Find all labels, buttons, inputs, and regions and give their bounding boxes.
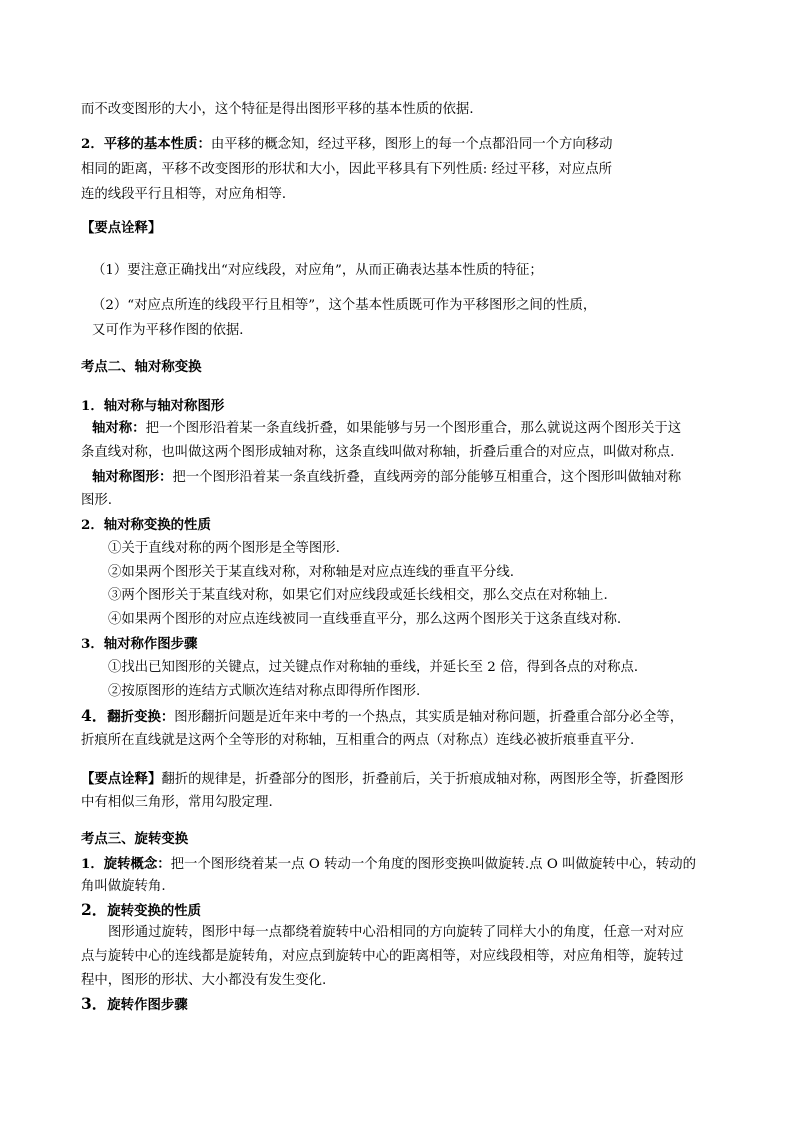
paragraph-line: 而不改变图形的大小，这个特征是得出图形平移的基本性质的依据． [81,102,483,117]
list-item: ①找出已知图形的关键点，过关键点作对称轴的垂线，并延长至 2 倍，得到各点的对称点． [108,660,648,675]
key-point-item: （2）“对应点所连的线段平行且相等”，这个基本性质既可作为平移图形之间的性质， [92,298,597,313]
term: 轴对称： [92,420,146,436]
definition-text: 把一个图形沿着某一条直线折叠，直线两旁的部分能够互相重合，这个图形叫做轴对称 [172,470,682,485]
key-point-heading: 【要点诠释】 [81,220,162,236]
section-title: 平移的基本性质： [103,136,211,152]
section-number: 2． [81,136,104,152]
key-point-item: （1）要注意正确找出“对应线段，对应角”，从而正确表达基本性质的特征； [92,263,543,278]
topic-heading: 考点二、轴对称变换 [81,359,202,375]
topic-heading: 考点三、旋转变换 [81,831,189,847]
definition-line [81,854,696,875]
section-number: 4． [81,706,108,725]
paragraph-line: 折痕所在直线就是这两个全等形的对称轴，互相重合的两点（对称点）连线必被折痕垂直平分. [81,733,635,748]
list-item: ①关于直线对称的两个图形是全等图形. [108,541,340,556]
paragraph-line: 连的线段平行且相等，对应角相等． [81,187,296,202]
key-point-line [81,769,684,790]
section-title: 翻折变换： [107,709,175,725]
definition-line [92,418,681,439]
section-number: 3． [81,994,108,1013]
key-point-heading: 【要点诠释】 [81,771,162,787]
paragraph-line: 点与旋转中心的连线都是旋转角，对应点到旋转中心的距离相等，对应线段相等，对应角相等，旋转过 [81,949,684,964]
paragraph-line: 角叫做旋转角. [81,879,166,894]
key-point-item: 又可作为平移作图的依据． [92,323,253,338]
subsection-heading-line [81,994,188,1016]
section-text: 图形翻折问题是近年来中考的一个热点，其实质是轴对称问题，折叠重合部分必全等， [174,710,684,725]
subsection-heading: 3．轴对称作图步骤 [81,636,198,652]
paragraph-line: 图形. [81,493,113,508]
section-text: 由平移的概念知，经过平移，图形上的每一个点都沿同一个方向移动 [210,137,613,152]
paragraph-line: 相同的距离，平移不改变图形的形状和大小，因此平移具有下列性质: 经过平移，对应点所 [81,162,612,177]
section-number: 2． [81,900,108,919]
section-2-line [81,134,613,155]
section-4-line [81,706,683,728]
subsection-heading: 2．轴对称变换的性质 [81,517,211,533]
list-item: ③两个图形关于某直线对称，如果它们对应线段或延长线相交，那么交点在对称轴上. [108,588,608,603]
list-item: ②如果两个图形关于某直线对称，对称轴是对应点连线的垂直平分线. [108,565,514,580]
definition-text: 把一个图形绕着某一点 O 转动一个角度的图形变换叫做旋转.点 O 叫做旋转中心，转动的 [170,857,696,872]
definition-text: 把一个图形沿着某一条直线折叠，如果能够与另一个图形重合，那么就说这两个图形关于这 [145,421,682,436]
subsection-heading: 1．轴对称与轴对称图形 [81,398,225,414]
key-point-text: 翻折的规律是，折叠部分的图形，折叠前后，关于折痕成轴对称，两图形全等，折叠图形 [161,772,684,787]
paragraph-line: 中有相似三角形，常用勾股定理. [81,795,273,810]
list-item: ②按原图形的连结方式顺次连结对称点即得所作图形. [108,684,421,699]
definition-line [92,467,681,488]
term: 轴对称图形： [92,469,173,485]
paragraph-line: 图形通过旋转，图形中每一点都绕着旋转中心沿相同的方向旋转了同样大小的角度，任意一对对应 [108,925,684,940]
section-title: 旋转变换的性质 [107,903,202,919]
term: 1．旋转概念： [81,856,171,872]
paragraph-line: 条直线对称，也叫做这两个图形成轴对称，这条直线叫做对称轴，折叠后重合的对应点，叫做对称点. [81,445,675,460]
paragraph-line: 程中，图形的形状、大小都没有发生变化. [81,973,327,988]
section-title: 旋转作图步骤 [107,997,188,1013]
list-item: ④如果两个图形的对应点连线被同一直线垂直平分，那么这两个图形关于这条直线对称. [108,612,622,627]
subsection-heading-line [81,900,201,922]
